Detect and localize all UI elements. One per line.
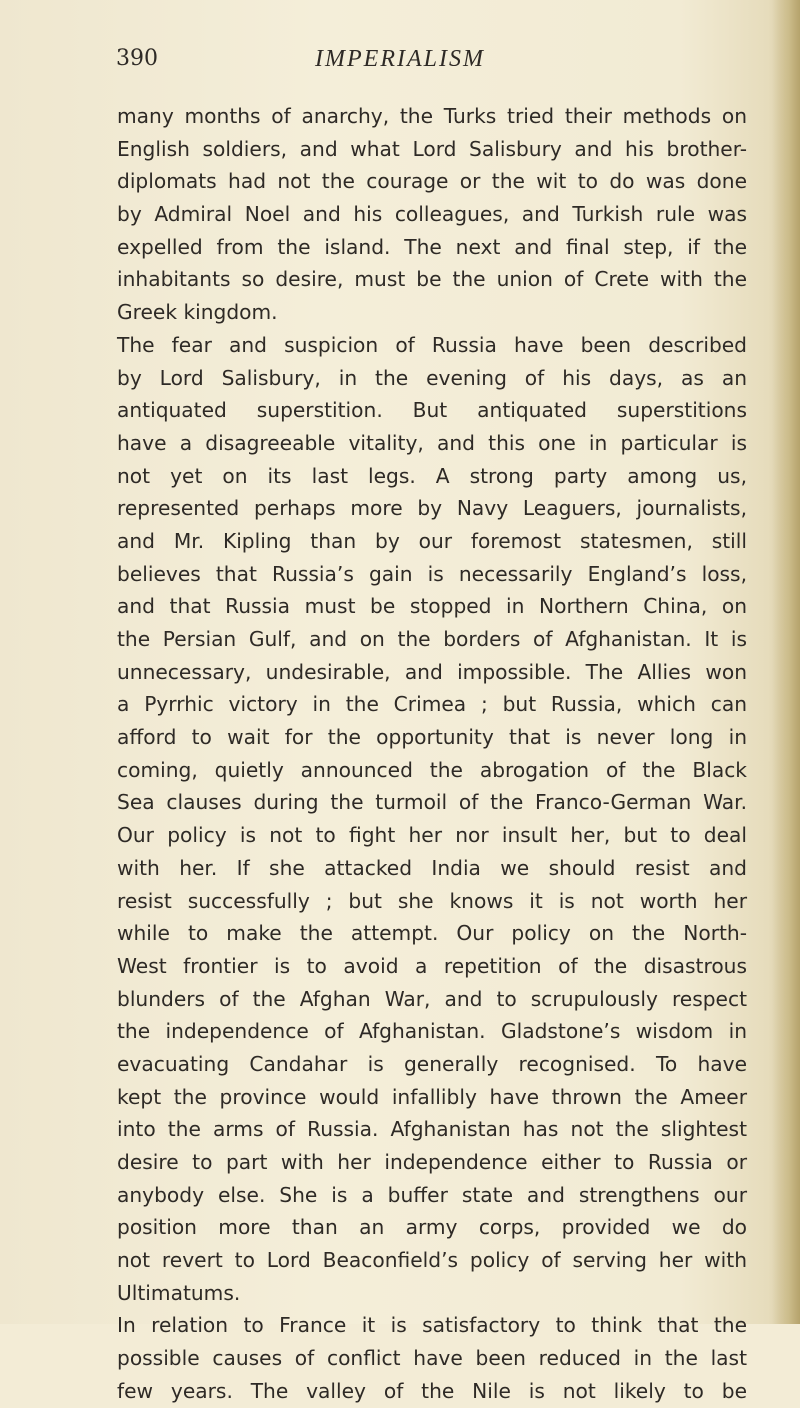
text-line: antiquated superstition. But antiquated superstitions	[117, 398, 747, 423]
text-line: resist successfully ; but she knows it is not worth her	[117, 888, 747, 913]
text-line: Greek kingdom.	[117, 300, 278, 325]
text-line: Our policy is not to fight her nor insult her, but to deal	[117, 823, 747, 848]
page-number: 390	[116, 46, 158, 71]
text-line: while to make the attempt. Our policy on the North-	[117, 921, 747, 946]
text-line: diplomats had not the courage or the wit to do was done	[117, 169, 747, 194]
text-line: West frontier is to avoid a repetition of the disastrous	[117, 953, 747, 978]
text-line: by Lord Salisbury, in the evening of his days, as an	[117, 365, 747, 390]
text-line: into the arms of Russia. Afghanistan has not the slightest	[117, 1117, 747, 1142]
text-line: by Admiral Noel and his colleagues, and Turkish rule was	[117, 202, 747, 227]
text-line: represented perhaps more by Navy Leaguers, journalists,	[117, 496, 747, 521]
text-line: have a disagreeable vitality, and this one in particular is	[117, 430, 747, 455]
text-line: and Mr. Kipling than by our foremost statesmen, still	[117, 528, 747, 553]
text-line: possible causes of conflict have been reduced in the last	[117, 1346, 747, 1371]
text-line: a Pyrrhic victory in the Crimea ; but Russia, which can	[117, 692, 747, 717]
text-line: English soldiers, and what Lord Salisbury and his brother-	[117, 136, 747, 161]
text-line: anybody else. She is a buffer state and strengthens our	[117, 1182, 747, 1207]
text-line: afford to wait for the opportunity that is never long in	[117, 725, 747, 750]
text-line: inhabitants so desire, must be the union of Crete with the	[117, 267, 747, 292]
text-line: with her. If she attacked India we should resist and	[117, 855, 747, 880]
text-line: position more than an army corps, provided we do	[117, 1215, 747, 1240]
text-line: few years. The valley of the Nile is not likely to be	[117, 1378, 747, 1403]
text-line: Sea clauses during the turmoil of the Franco-German War.	[117, 790, 747, 815]
text-line: desire to part with her independence either to Russia or	[117, 1150, 747, 1174]
text-line: the Persian Gulf, and on the borders of Afghanistan. It is	[117, 627, 747, 651]
text-line: and that Russia must be stopped in Northern China, on	[117, 594, 747, 619]
text-line: coming, quietly announced the abrogation of the Black	[117, 757, 747, 782]
text-line: expelled from the island. The next and final step, if the	[117, 234, 747, 259]
text-line: In relation to France it is satisfactory to think that the	[117, 1313, 747, 1338]
text-line: many months of anarchy, the Turks tried their methods on	[117, 104, 747, 128]
text-line: unnecessary, undesirable, and impossible. The Allies won	[117, 659, 747, 684]
text-line: Ultimatums.	[117, 1280, 241, 1305]
running-head: IMPERIALISM	[315, 46, 485, 72]
text-line: not yet on its last legs. A strong party among us,	[117, 463, 747, 488]
body-text	[117, 100, 747, 1408]
page-edge-shadow	[772, 0, 800, 1324]
text-line: blunders of the Afghan War, and to scrupulously respect	[117, 986, 747, 1011]
text-line: kept the province would infallibly have thrown the Ameer	[117, 1084, 747, 1109]
page-header	[0, 46, 800, 82]
text-line: The fear and suspicion of Russia have been described	[117, 332, 747, 357]
text-line: the independence of Afghanistan. Gladstone’s wisdom in	[117, 1019, 747, 1044]
text-line: believes that Russia’s gain is necessarily England’s loss,	[117, 561, 747, 586]
text-line: evacuating Candahar is generally recognised. To have	[117, 1051, 747, 1076]
text-line: not revert to Lord Beaconfield’s policy of serving her with	[117, 1248, 747, 1273]
